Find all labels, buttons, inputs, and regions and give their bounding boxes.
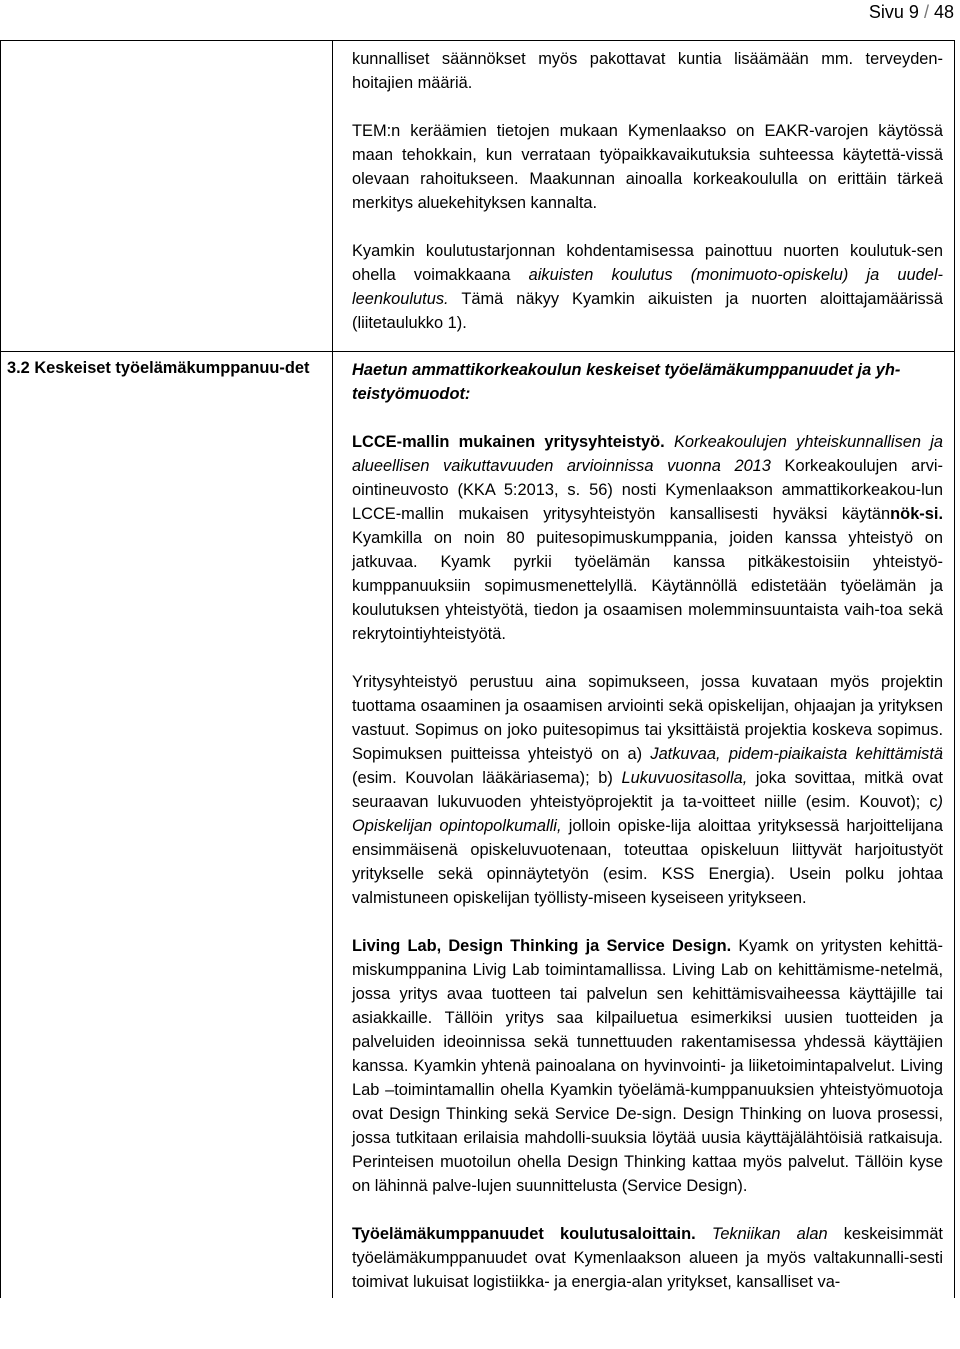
intro-paragraph-3-text-a: Kyamkin koulutustarjonnan kohdentamisessa painottuu nuorten koulutuk-sen ohella voimakkaana [352,242,943,284]
section-content-cell [333,352,955,1299]
yritys-italic-3: ) Opiskelijan opintopolkumalli, [352,793,943,835]
lcce-heading: LCCE-mallin mukainen yritysyhteistyö. [352,433,665,451]
lcce-text-1: Korkeakoulujen arvi-ointineuvosto (KKA 5:2013, s. 56) nosti Kymenlaakson ammattikorkeakou-lun LCCE-mallin mukaisen yritysyhteistyön kansallisesti hyväksi käytän [352,457,943,523]
section-subtitle: Haetun ammattikorkeakoulun keskeiset työelämäkumppanuudet ja yh-teistyömuodot: [352,361,901,403]
intro-paragraph-3-italic: aikuisten koulutus (monimuoto-opiskelu) ja uudel-leenkoulutus. [352,266,943,308]
living-lab-heading: Living Lab, Design Thinking ja Service Design. [352,937,732,955]
living-lab-text: Kyamk on yritysten kehittä-miskumppanina Livig Lab toimintamallissa. Living Lab on kehittämisme-netelmä, jossa yritys avaa tuotteen tai palvelun sen kehittämisvaiheessa käyttäjille tai asiakkaille. Tällöin yritys saa kilpailuetua esimerkiksi uusien tuotteiden ja palveluiden ideoinnissa sekä tunnettuuden rakentamisessa yhdessä käyttäjien kanssa. Kyamkin yhtenä painoalana on hyvinvointi- ja liiketoimintapalvelut. Living Lab –toimintamallin ohella Kyamkin työelämä-kumppanuuksien yhteistyömuotoja ovat Design Thinking sekä Service De-sign. Design Thinking on luova prosessi, jossa tutkitaan erilaisia mahdolli-suuksia löytää uusia käyttäjälähtöisiä ratkaisuja. Perinteisen muotoilun ohella Design Thinking kattaa myös palvelut. Tällöin kyse on lähinnä palve-lujen suunnittelusta (Service Design). [352,937,943,1195]
lcce-paragraph [352,430,943,646]
yritys-text-3: joka sovittaa, mitkä ovat seuraavan lukuvuoden yhteistyöprojektit ja ta-voitteet niille (esim. Kouvot); c [352,769,943,811]
lcce-bold-end: nök-si. [890,505,943,523]
page-total: 48 [933,2,954,22]
table-row-intro [1,41,955,352]
tyoelama-paragraph [352,1222,943,1294]
page-separator: / [923,2,929,22]
intro-paragraph-3-text-c: Tämä näkyy Kyamkin aikuisten ja nuorten aloittajamäärissä (liitetaulukko 1). [352,290,943,332]
table-row-section [1,352,955,1299]
tyoelama-heading: Työelämäkumppanuudet koulutusaloittain. [352,1225,696,1243]
yritys-text-4: jolloin opiske-lija aloittaa yrityksessä harjoittelijana ensimmäisenä opiskeluvuotenaan, toteuttaa opiskeluun liittyvät harjoitustyöt yritykselle sekä opinnäytetyön (esim. KSS Energia). Usein polku johtaa valmistuneen opiskelijan työllisty-miseen kyseiseen yritykseen. [352,817,943,907]
yritys-italic-1: Jatkuvaa, pidem-piaikaista kehittämistä [650,745,943,763]
intro-paragraph-1: kunnalliset säännökset myös pakottavat kuntia lisäämään mm. terveyden-hoitajien määriä. [352,50,943,92]
intro-paragraph-2 [352,119,943,215]
yritys-text-1: Yritysyhteistyö perustuu aina sopimukseen, jossa kuvataan myös projektin tuottama osaaminen ja osaamisen arviointi sekä opiskelijan, ohjaajan ja yrityksen vastuut. Sopimus on joko puitesopimus tai yksittäistä projektia koskeva sopimus. Sopimuksen puitteissa yhteistyö on a) [352,673,943,763]
yritysyhteistyo-paragraph [352,670,943,910]
page-number [869,2,954,23]
intro-paragraph-2-text-a: TEM:n keräämien tietojen mukaan Kymenlaakso on EAKR-varojen käytössä maan tehokkain, kun verrataan työpaikkavaikutuksia suhteessa käytettä-vissä olevaan rahoitukseen. [352,122,943,188]
page-label: Sivu 9 [868,2,919,22]
tyoelama-italic: Tekniikan alan [711,1225,828,1243]
yritys-text-2: (esim. Kouvolan lääkäriasema); b) [352,769,613,787]
lcce-text-2: Kyamkilla on noin 80 puitesopimuskumppania, joiden kanssa yhteistyö on jatkuvaa. Kyamk pyrkii työelämän kanssa pitkäkestoisiin yhteistyö-kumppanuuksiin sopimusmenettelyllä. Käytännöllä edistetään työelämän ja koulutuksen yhteistyötä, tiedon ja osaamisen molemminsuuntaista vaih-toa sekä rekrytointiyhteistyötä. [352,529,943,643]
intro-cell [333,41,955,352]
yritys-italic-2: Lukuvuositasolla, [621,769,748,787]
section-label-cell [1,352,333,1299]
tyoelama-text: keskeisimmät työelämäkumppanuudet ovat Kymenlaakson alueen ja myös valtakunnalli-sesti toimivat lukuisat logistiikka- ja energia-alan yritykset, kansalliset va- [352,1225,943,1291]
left-column-empty [1,41,333,352]
intro-paragraph-2-text-b: Maakunnan ainoalla korkeakoululla on erittäin tärkeä merkitys aluekehityksen kannalta. [352,170,943,212]
lcce-italic: Korkeakoulujen yhteiskunnallisen ja alueellisen vaikuttavuuden arvioinnissa vuonna 2013 [352,433,943,475]
living-lab-paragraph [352,934,943,1198]
intro-paragraph-3 [352,239,943,335]
document-table [0,40,955,1298]
section-heading: 3.2 Keskeiset työelämäkumppanuu-det [7,359,310,377]
